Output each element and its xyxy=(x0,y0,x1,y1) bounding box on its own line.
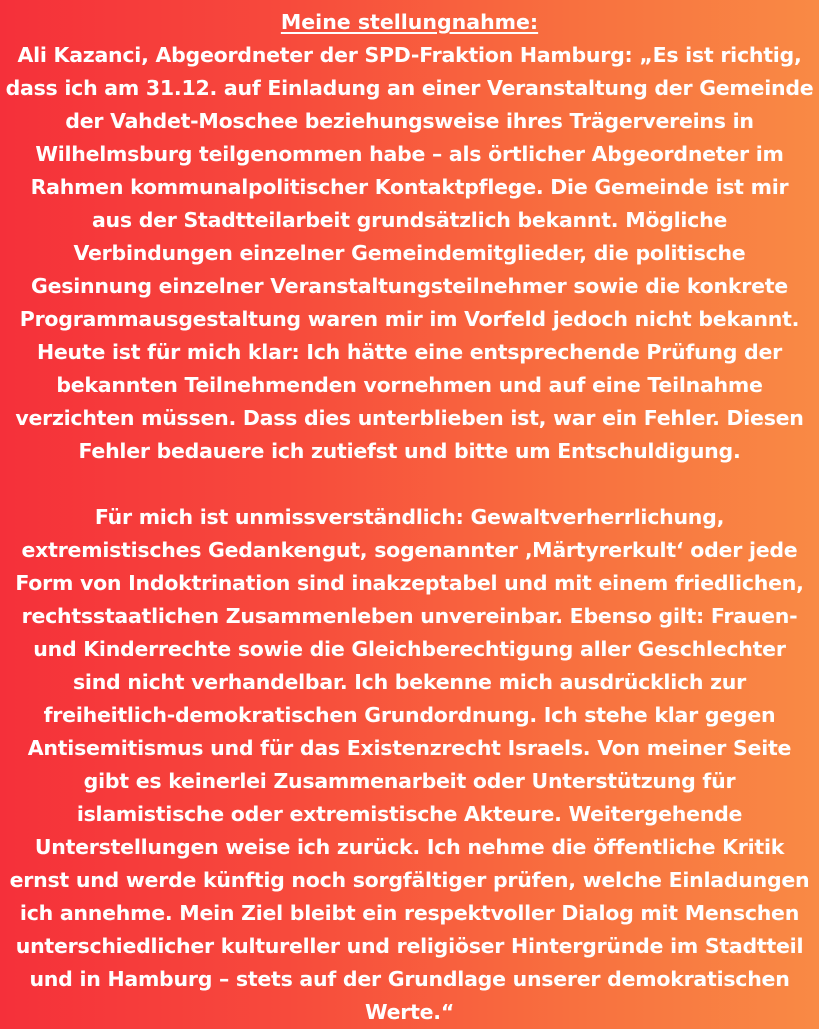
statement-paragraph-2 xyxy=(4,501,815,1029)
statement-line: Rahmen kommunalpolitischer Kontaktpflege. Die Gemeinde ist mir xyxy=(30,175,789,199)
statement-line: dass ich am 31.12. auf Einladung an einer Veranstaltung der Gemeinde xyxy=(5,76,814,100)
paragraph-spacer xyxy=(4,468,815,501)
statement-line: aus der Stadtteilarbeit grundsätzlich bekannt. Mögliche xyxy=(91,208,728,232)
statement-line: bekannten Teilnehmenden vornehmen und auf eine Teilnahme xyxy=(56,373,763,397)
statement-line: der Vahdet-Moschee beziehungsweise ihres Trägervereins in xyxy=(65,109,754,133)
statement-line: sind nicht verhandelbar. Ich bekenne mich ausdrücklich zur xyxy=(72,670,746,694)
statement-paragraph-1 xyxy=(4,39,815,468)
statement-line: Programmausgestaltung waren mir im Vorfeld jedoch nicht bekannt. xyxy=(19,307,800,331)
statement-title: Meine stellungnahme: xyxy=(280,10,539,34)
statement-line: Für mich ist unmissverständlich: Gewaltverherrlichung, xyxy=(94,505,725,529)
statement-line: und Kinderrechte sowie die Gleichberechtigung aller Geschlechter xyxy=(33,637,786,661)
statement-line: ich annehme. Mein Ziel bleibt ein respektvoller Dialog mit Menschen xyxy=(19,901,800,925)
statement-line: ernst und werde künftig noch sorgfältiger prüfen, welche Einladungen xyxy=(9,868,810,892)
statement-line: Unterstellungen weise ich zurück. Ich nehme die öffentliche Kritik xyxy=(34,835,785,859)
statement-line: verzichten müssen. Dass dies unterblieben ist, war ein Fehler. Diesen xyxy=(15,406,804,430)
statement-line: und in Hamburg – stets auf der Grundlage unserer demokratischen xyxy=(29,967,790,991)
statement-line: islamistische oder extremistische Akteure. Weitergehende xyxy=(76,802,743,826)
statement-line: Wilhelmsburg teilgenommen habe – als örtlicher Abgeordneter im xyxy=(35,142,784,166)
statement-line: Heute ist für mich klar: Ich hätte eine entsprechende Prüfung der xyxy=(36,340,782,364)
statement-line: unterschiedlicher kultureller und religiöser Hintergründe im Stadtteil xyxy=(15,934,804,958)
statement-line: gibt es keinerlei Zusammenarbeit oder Unterstützung für xyxy=(83,769,736,793)
statement-line: Fehler bedauere ich zutiefst und bitte um Entschuldigung. xyxy=(78,439,741,463)
statement-line: Verbindungen einzelner Gemeindemitglieder, die politische xyxy=(73,241,746,265)
statement-line: Ali Kazanci, Abgeordneter der SPD-Fraktion Hamburg: „Es ist richtig, xyxy=(17,43,802,67)
statement-line: Gesinnung einzelner Veranstaltungsteilnehmer sowie die konkrete xyxy=(31,274,788,298)
statement-line: freiheitlich-demokratischen Grundordnung. Ich stehe klar gegen xyxy=(43,703,776,727)
statement-line: Antisemitismus und für das Existenzrecht Israels. Von meiner Seite xyxy=(27,736,792,760)
statement-line: Form von Indoktrination sind inakzeptabel und mit einem friedlichen, xyxy=(15,571,804,595)
statement-line: rechtsstaatlichen Zusammenleben unvereinbar. Ebenso gilt: Frauen- xyxy=(21,604,798,628)
statement-line: extremistisches Gedankengut, sogenannter ‚Märtyrerkult‘ oder jede xyxy=(21,538,798,562)
statement-line: Werte.“ xyxy=(364,1000,455,1024)
